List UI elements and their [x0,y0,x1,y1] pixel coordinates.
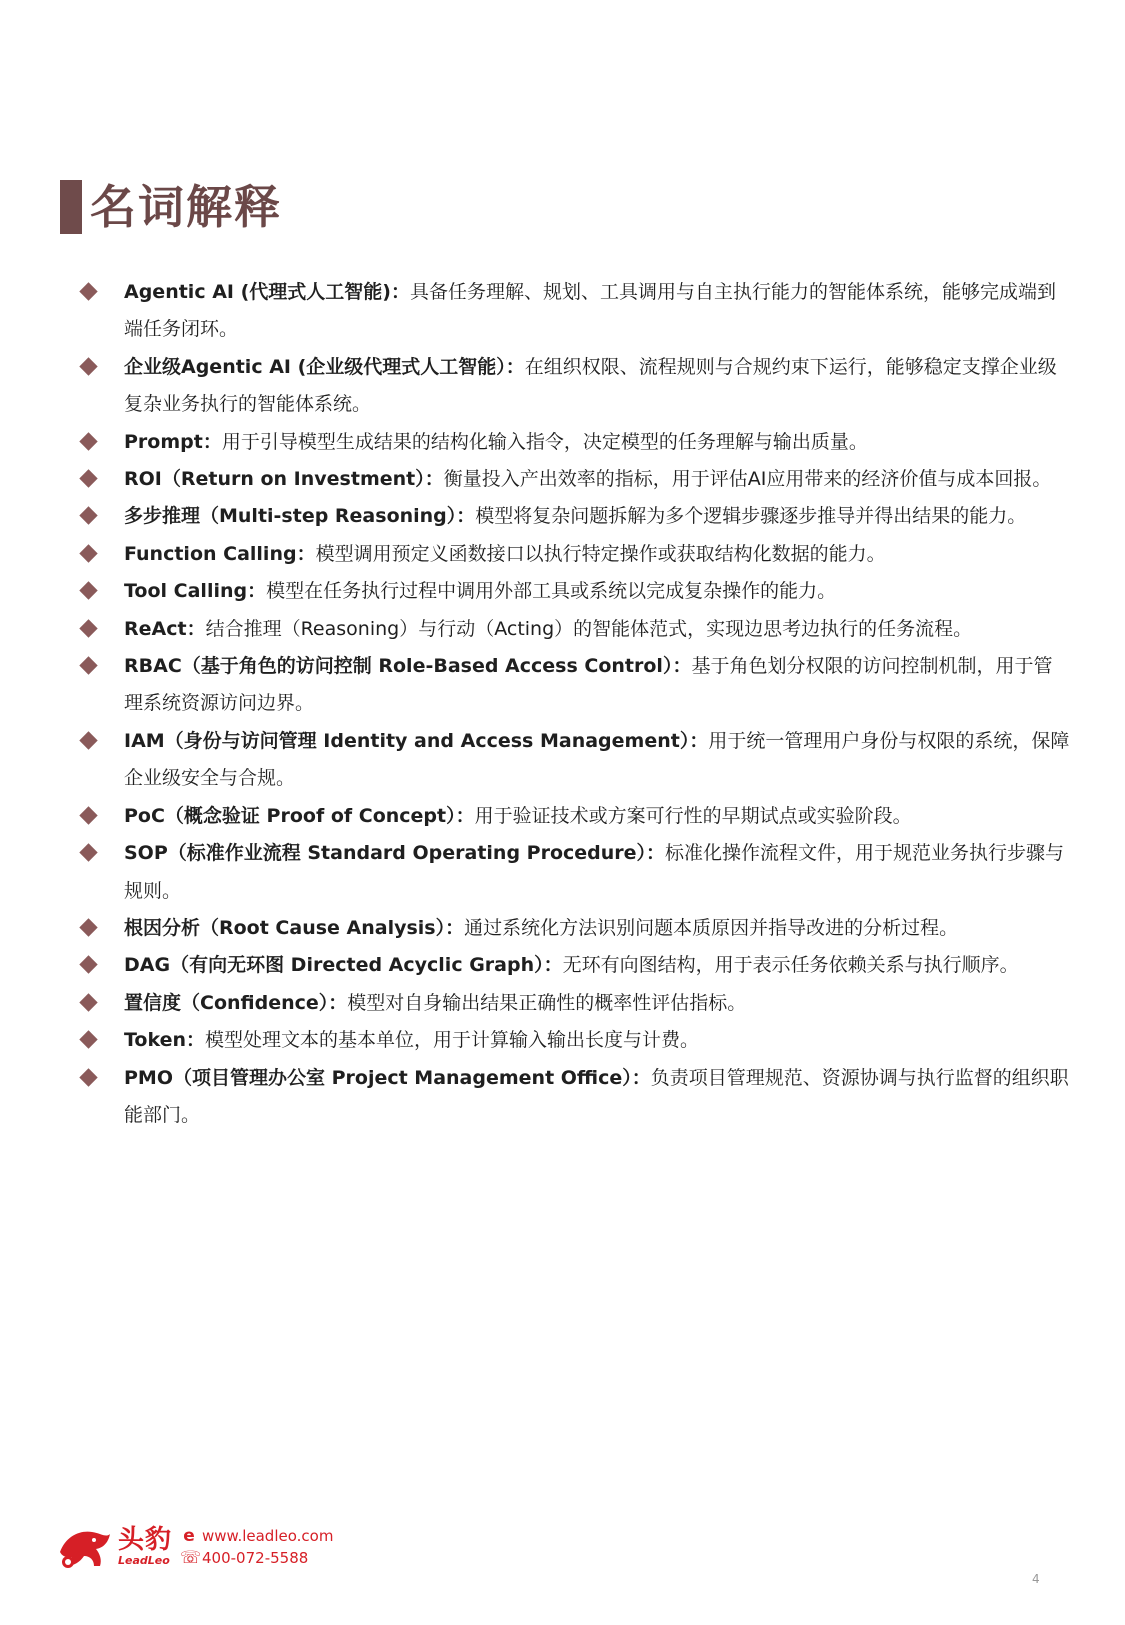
glossary-definition: 负责项目管理规范、资源协调与执行监督的组织职能部门。 [124,1066,1069,1126]
diamond-bullet-icon [79,432,97,450]
page-number: 4 [1032,1572,1040,1586]
leopard-logo-icon [56,1522,112,1572]
glossary-term: Function Calling： [124,542,316,565]
glossary-definition: 模型调用预定义函数接口以执行特定操作或获取结构化数据的能力。 [315,542,886,565]
glossary-term: RBAC（基于角色的访问控制 Role-Based Access Control）： [124,655,692,678]
page-title: 名词解释 [90,180,282,234]
diamond-bullet-icon [79,993,97,1011]
glossary-definition: 模型将复杂问题拆解为多个逻辑步骤逐步推导并得出结果的能力。 [475,505,1027,528]
diamond-bullet-icon [79,918,97,936]
glossary-item [80,461,1070,498]
glossary-list [80,274,1070,1134]
glossary-item [80,349,1070,424]
glossary-item [80,1022,1070,1059]
glossary-term: Tool Calling： [124,580,267,603]
diamond-bullet-icon [79,806,97,824]
glossary-item [80,498,1070,535]
phone-icon: ☏ [180,1548,202,1568]
glossary-item [80,573,1070,610]
glossary-definition: 结合推理（Reasoning）与行动（Acting）的智能体范式，实现边思考边执行的任务流程。 [205,617,973,640]
glossary-item [80,274,1070,349]
glossary-item [80,648,1070,723]
diamond-bullet-icon [79,282,97,300]
diamond-bullet-icon [79,1068,97,1086]
glossary-term: 根因分析（Root Cause Analysis）： [124,916,465,939]
glossary-term: Prompt： [124,430,222,453]
brand-logo [118,1526,172,1568]
glossary-definition: 标准化操作流程文件，用于规范业务执行步骤与规则。 [124,842,1065,902]
section-heading [60,180,282,234]
web-icon: e [183,1526,195,1546]
diamond-bullet-icon [79,956,97,974]
diamond-bullet-icon [79,544,97,562]
diamond-bullet-icon [79,619,97,637]
glossary-term: 置信度（Confidence）： [124,991,348,1014]
glossary-definition: 通过系统化方法识别问题本质原因并指导改进的分析过程。 [464,916,959,939]
glossary-definition: 用于统一管理用户身份与权限的系统，保障企业级安全与合规。 [124,729,1070,790]
diamond-bullet-icon [79,357,97,375]
glossary-definition: 模型在任务执行过程中调用外部工具或系统以完成复杂操作的能力。 [266,580,837,603]
diamond-bullet-icon [79,731,97,749]
glossary-definition: 基于角色划分权限的访问控制机制，用于管理系统资源访问边界。 [124,655,1053,715]
diamond-bullet-icon [79,843,97,861]
glossary-item [80,985,1070,1022]
brand-name-en: LeadLeo [118,1554,170,1567]
glossary-term: Token： [124,1029,206,1052]
glossary-definition: 具备任务理解、规划、工具调用与自主执行能力的智能体系统，能够完成端到端任务闭环。 [124,281,1056,341]
glossary-definition: 衡量投入产出效率的指标，用于评估AI应用带来的经济价值与成本回报。 [443,468,1052,491]
website-link[interactable]: www.leadleo.com [202,1527,334,1545]
glossary-term: 企业级Agentic AI (企业级代理式人工智能）： [124,355,525,378]
diamond-bullet-icon [79,1030,97,1048]
diamond-bullet-icon [79,582,97,600]
glossary-definition: 模型处理文本的基本单位，用于计算输入输出长度与计费。 [205,1029,700,1052]
glossary-term: DAG（有向无环图 Directed Acyclic Graph）： [124,954,563,977]
footer [56,1522,333,1572]
glossary-item [80,947,1070,984]
glossary-item [80,611,1070,648]
diamond-bullet-icon [79,656,97,674]
glossary-term: ReAct： [124,617,206,640]
glossary-term: SOP（标准作业流程 Standard Operating Procedure）： [124,842,666,865]
glossary-term: ROI（Return on Investment）： [124,468,444,491]
glossary-definition: 在组织权限、流程规则与合规约束下运行，能够稳定支撑企业级复杂业务执行的智能体系统。 [124,355,1057,416]
brand-name-cn: 头豹 [118,1525,173,1555]
contact-info [180,1525,333,1569]
glossary-term: PMO（项目管理办公室 Project Management Office）： [124,1066,651,1089]
phone-number: 400-072-5588 [202,1549,309,1567]
glossary-term: 多步推理（Multi-step Reasoning）： [124,505,476,528]
phone-row [180,1547,333,1569]
glossary-definition: 无环有向图结构，用于表示任务依赖关系与执行顺序。 [562,954,1019,977]
glossary-term: Agentic AI (代理式人工智能)： [124,281,410,303]
glossary-term: PoC（概念验证 Proof of Concept）： [124,804,475,827]
glossary-item [80,723,1070,798]
glossary-definition: 模型对自身输出结果正确性的概率性评估指标。 [347,991,747,1014]
glossary-item [80,1060,1070,1135]
glossary-item [80,835,1070,910]
glossary-item [80,910,1070,947]
glossary-definition: 用于引导模型生成结果的结构化输入指令，决定模型的任务理解与输出质量。 [221,430,868,453]
glossary-item [80,424,1070,461]
diamond-bullet-icon [79,469,97,487]
heading-accent-bar [60,180,82,234]
website-row [180,1525,333,1547]
diamond-bullet-icon [79,507,97,525]
glossary-term: IAM（身份与访问管理 Identity and Access Management）： [124,729,709,752]
glossary-item [80,536,1070,573]
glossary-definition: 用于验证技术或方案可行性的早期试点或实验阶段。 [474,804,912,827]
glossary-item [80,798,1070,835]
